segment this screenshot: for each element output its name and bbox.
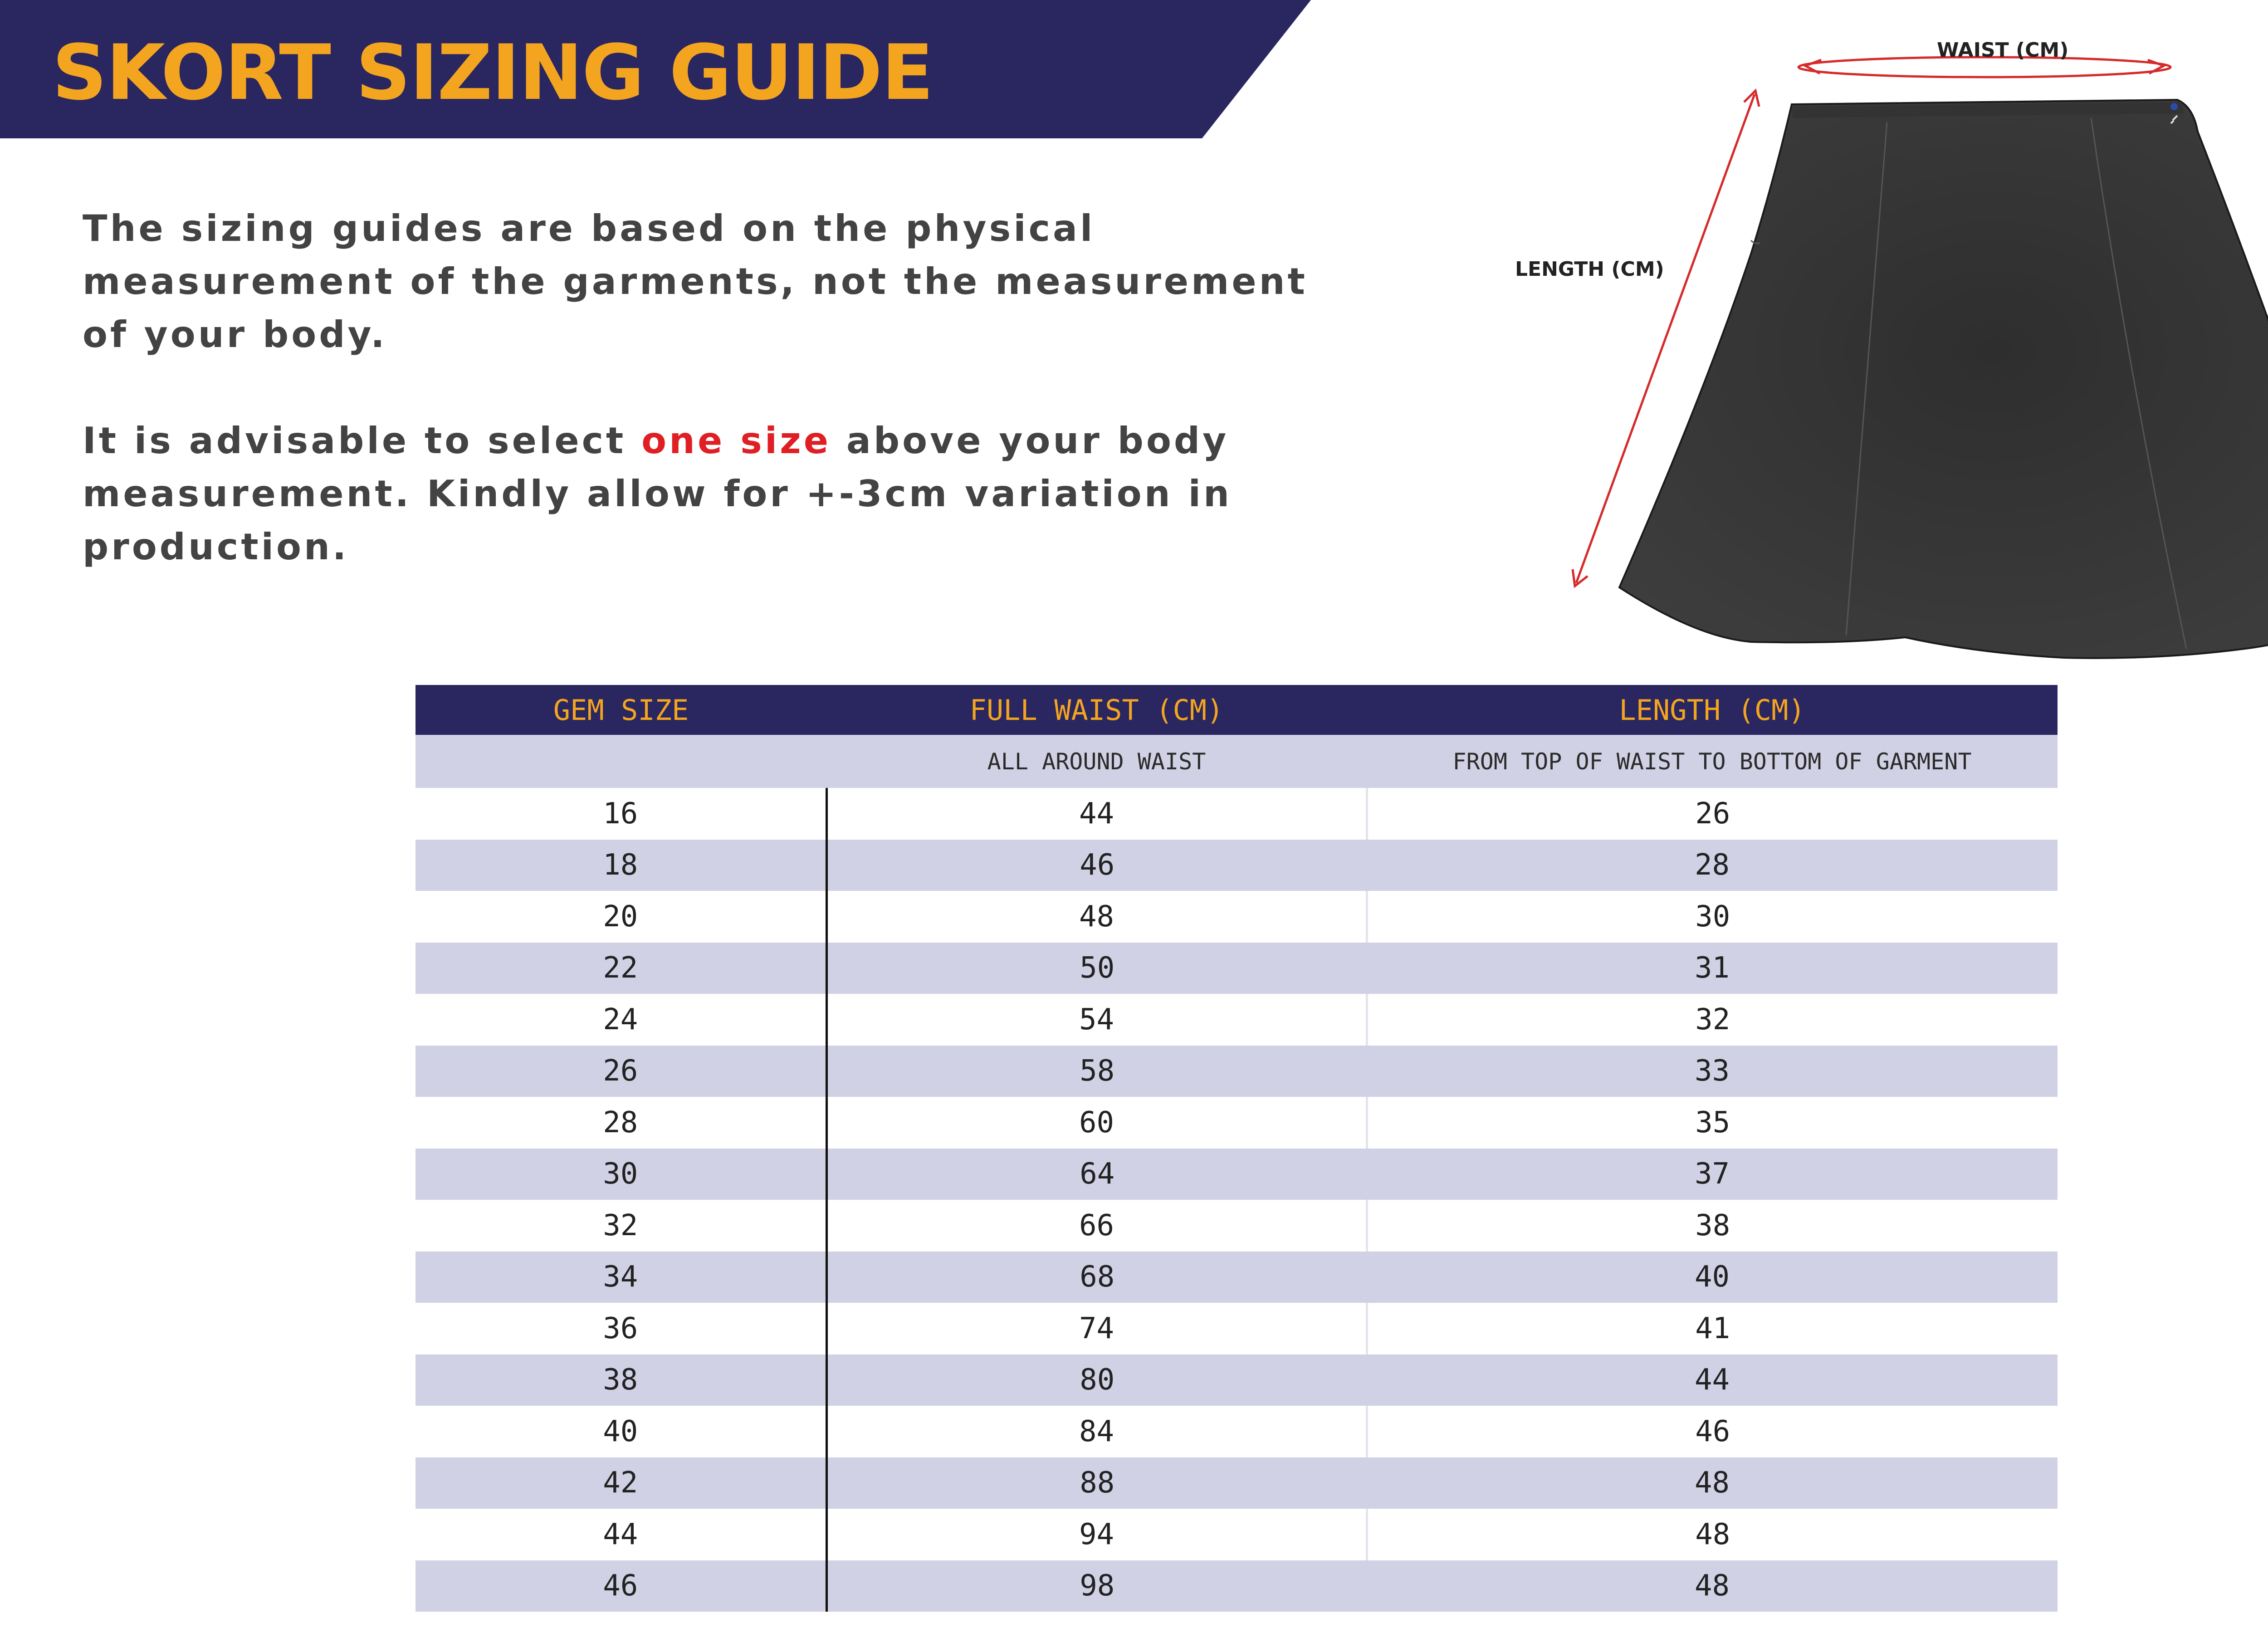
gem-size-cell: 42 (415, 1457, 826, 1509)
length-cell: 30 (1367, 891, 2058, 943)
length-cell: 32 (1367, 994, 2058, 1046)
length-cell: 40 (1694, 1260, 1730, 1294)
table-row (415, 1097, 2058, 1149)
waist-cell: 44 (1079, 797, 1114, 831)
length-cell: 26 (1367, 788, 2058, 840)
skort-illustration-icon (1497, 27, 2268, 671)
table-row (415, 1200, 2058, 1252)
length-cell: 41 (1367, 1303, 2058, 1354)
gem-size-cell: 24 (415, 994, 826, 1046)
table-row (415, 1149, 2058, 1200)
size-table (415, 685, 2058, 1612)
header-gem-size: GEM SIZE (553, 693, 689, 727)
gem-size-cell: 38 (415, 1354, 826, 1406)
table-row (415, 1354, 2058, 1406)
waist-cell: 84 (1079, 1414, 1114, 1448)
waist-cell: 94 (1079, 1517, 1114, 1551)
waist-cell: 50 (1080, 951, 1115, 985)
waist-cell: 88 (1080, 1466, 1115, 1500)
waist-cell: 58 (1080, 1054, 1115, 1088)
table-row (415, 1406, 2058, 1457)
length-cell: 38 (1367, 1200, 2058, 1252)
length-cell: 31 (1694, 951, 1730, 985)
length-cell: 48 (1694, 1569, 1730, 1603)
table-subheader-row (415, 735, 2058, 788)
subheader-length: FROM TOP OF WAIST TO BOTTOM OF GARMENT (1452, 748, 1972, 775)
intro-text-after: above your body measurement. Kindly allow for +-3cm variation in production. (83, 420, 1232, 568)
length-cell: 44 (1694, 1363, 1730, 1397)
skort-figure (1497, 27, 2268, 671)
one-size-highlight: one size (641, 420, 831, 462)
gem-size-cell: 28 (415, 1097, 826, 1149)
waist-cell: 66 (1079, 1208, 1114, 1242)
table-row (415, 1560, 2058, 1612)
table-body (415, 788, 2058, 1612)
intro-paragraph-1: The sizing guides are based on the physical measurement of the garments, not the measurement of your body. (83, 207, 1308, 356)
waist-cell: 60 (1079, 1105, 1114, 1139)
title-banner (0, 0, 1315, 138)
waist-label: WAIST (CM) (1937, 39, 2069, 62)
gem-size-cell: 32 (415, 1200, 826, 1252)
length-cell: 46 (1367, 1406, 2058, 1457)
waist-cell: 74 (1079, 1311, 1114, 1345)
table-row (415, 1303, 2058, 1354)
gem-size-cell: 20 (415, 891, 826, 943)
intro-text (83, 202, 1353, 573)
table-row (415, 1046, 2058, 1097)
waist-cell: 48 (1079, 900, 1114, 934)
length-cell: 33 (1694, 1054, 1730, 1088)
header-length: LENGTH (CM) (1619, 693, 1805, 727)
subheader-gem-size (415, 735, 826, 788)
gem-size-cell: 30 (415, 1149, 826, 1200)
table-row (415, 1509, 2058, 1560)
table-row (415, 994, 2058, 1046)
gem-size-cell: 34 (415, 1252, 826, 1303)
length-cell: 35 (1367, 1097, 2058, 1149)
gem-size-cell: 40 (415, 1406, 826, 1457)
length-cell: 48 (1367, 1509, 2058, 1560)
gem-size-cell: 16 (415, 788, 826, 840)
waist-cell: 64 (1080, 1157, 1115, 1191)
gem-size-cell: 18 (415, 840, 826, 891)
header-full-waist: FULL WAIST (CM) (969, 693, 1224, 727)
gem-size-cell: 44 (415, 1509, 826, 1560)
table-header-row (415, 685, 2058, 735)
waist-cell: 68 (1080, 1260, 1115, 1294)
length-cell: 48 (1694, 1466, 1730, 1500)
waist-cell: 54 (1079, 1002, 1114, 1037)
table-row (415, 1252, 2058, 1303)
table-row (415, 1457, 2058, 1509)
subheader-full-waist: ALL AROUND WAIST (987, 748, 1206, 775)
gem-size-cell: 46 (415, 1560, 826, 1612)
table-row (415, 891, 2058, 943)
page-title: SKORT SIZING GUIDE (52, 28, 933, 117)
table-row (415, 943, 2058, 994)
waist-cell: 98 (1080, 1569, 1115, 1603)
gem-size-cell: 36 (415, 1303, 826, 1354)
intro-text-before: It is advisable to select (83, 420, 642, 462)
length-cell: 37 (1694, 1157, 1730, 1191)
table-row (415, 788, 2058, 840)
waist-cell: 80 (1080, 1363, 1115, 1397)
waist-cell: 46 (1080, 848, 1115, 882)
intro-paragraph-2 (83, 414, 1353, 573)
table-row (415, 840, 2058, 891)
gem-size-cell: 26 (415, 1046, 826, 1097)
gem-size-cell: 22 (415, 943, 826, 994)
length-label: LENGTH (CM) (1515, 258, 1664, 281)
length-cell: 28 (1694, 848, 1730, 882)
